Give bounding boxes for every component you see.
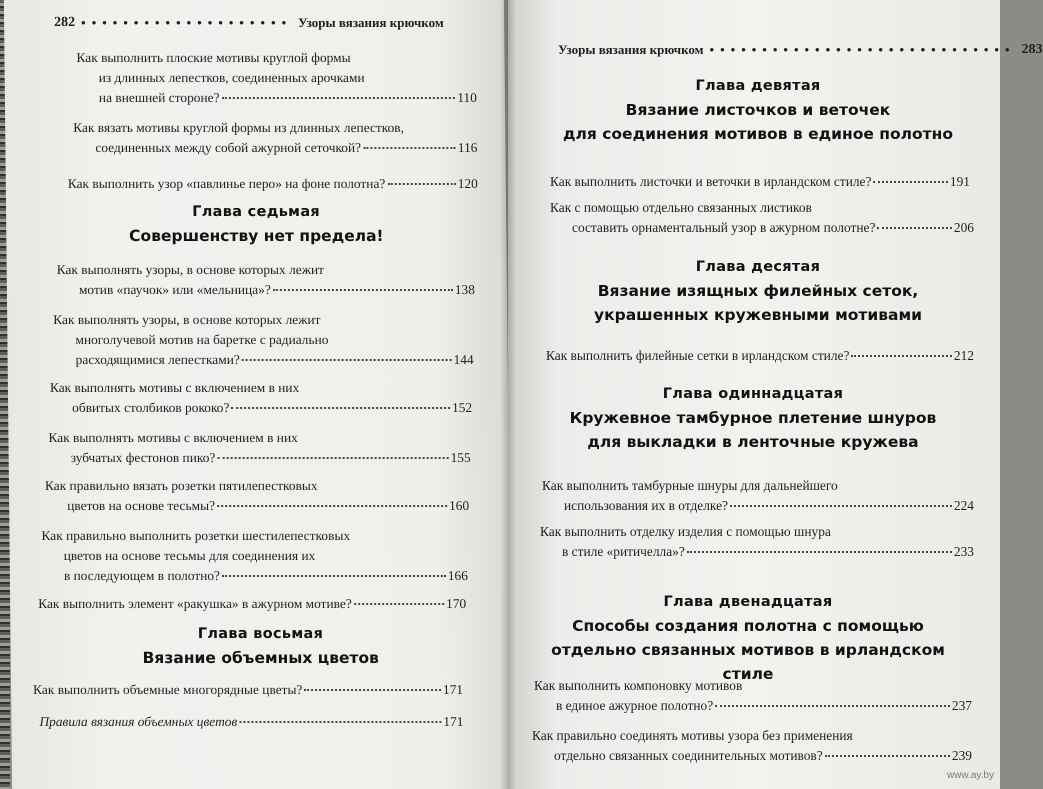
entry-line: Как правильно выполнить розетки шестилепестковых xyxy=(41,528,351,543)
entry-line: в единое ажурное полотно? xyxy=(556,698,714,713)
right-running-head xyxy=(558,42,1043,58)
dot-leader xyxy=(387,183,455,185)
entry-line: зубчатых фестонов пико? xyxy=(70,450,216,465)
chapter-title: Вязание листочков и веточек xyxy=(625,101,891,119)
right-page-number: 283 xyxy=(1021,42,1043,57)
watermark: www.ay.by xyxy=(946,770,994,781)
dot-leader xyxy=(221,97,455,99)
entry-line: многолучевой мотив на баретке с радиально xyxy=(75,332,329,347)
dot-leader xyxy=(730,505,952,507)
chapter-number: Глава двенадцатая xyxy=(663,594,833,610)
left-page-number: 282 xyxy=(54,15,76,30)
toc-entry[interactable] xyxy=(76,48,477,108)
entry-page-number: 144 xyxy=(453,352,474,367)
entry-line: составить орнаментальный узор в ажурном полотне? xyxy=(572,220,876,235)
dot-leader xyxy=(231,407,450,409)
chapter-number: Глава девятая xyxy=(695,78,821,94)
entry-page-number: 166 xyxy=(447,568,468,583)
entry-line: Как выполнять узоры, в основе которых лежит xyxy=(56,262,325,277)
dot-leader xyxy=(873,181,947,183)
header-dots: •••••••••••••••••••• xyxy=(81,15,293,30)
entry-line: Как выполнить плоские мотивы круглой формы xyxy=(76,50,351,65)
book-spine xyxy=(500,0,516,789)
toc-entry[interactable] xyxy=(39,712,463,732)
entry-page-number: 191 xyxy=(949,174,970,189)
entry-line: цветов на основе тесьмы для соединения их xyxy=(63,548,316,563)
dot-leader xyxy=(715,705,950,707)
toc-entry[interactable] xyxy=(534,676,972,716)
toc-entry[interactable] xyxy=(48,428,470,468)
entry-line: Как выполнять узоры, в основе которых лежит xyxy=(53,312,321,327)
entry-page-number: 170 xyxy=(446,596,467,611)
left-page xyxy=(4,0,512,789)
dot-leader xyxy=(877,227,951,229)
chapter-title: для соединения мотивов в единое полотно xyxy=(563,125,953,143)
dot-leader xyxy=(239,721,441,723)
chapter-heading xyxy=(548,255,968,327)
chapter-heading xyxy=(106,200,407,248)
toc-entry[interactable] xyxy=(45,476,469,516)
entry-line: расходящимися лепестками? xyxy=(75,352,240,367)
dot-leader xyxy=(217,457,448,459)
right-header-title: Узоры вязания крючком xyxy=(558,42,704,57)
chapter-title: отдельно связанных мотивов в ирландском стиле xyxy=(551,641,945,683)
entry-line: Как выполнять мотивы с включением в них xyxy=(48,430,298,445)
toc-entry[interactable] xyxy=(546,346,974,366)
dot-leader xyxy=(851,355,951,357)
entry-page-number: 171 xyxy=(442,682,464,697)
entry-line: из длинных лепестков, соединенных арочками xyxy=(98,70,365,85)
entry-line: Как выполнить тамбурные шнуры для дальнейшего xyxy=(542,478,838,493)
toc-entry[interactable] xyxy=(540,522,974,562)
entry-line: в последующем в полотно? xyxy=(63,568,221,583)
chapter-title: Вязание объемных цветов xyxy=(142,649,380,667)
entry-line: соединенных между собой ажурной сеточкой? xyxy=(95,140,362,155)
dot-leader xyxy=(825,755,950,757)
entry-page-number: 155 xyxy=(450,450,471,465)
chapter-title: Совершенству нет предела! xyxy=(129,227,384,245)
entry-page-number: 116 xyxy=(457,140,478,155)
chapter-title: Вязание изящных филейных сеток, xyxy=(597,282,919,300)
toc-entry[interactable] xyxy=(542,476,974,516)
entry-line: Как выполнить узор «павлинье перо» на фоне полотна? xyxy=(67,176,386,191)
entry-line: Как выполнить листочки и веточки в ирландском стиле? xyxy=(550,174,872,189)
dot-leader xyxy=(273,289,453,291)
entry-line: Как выполнить филейные сетки в ирландском стиле? xyxy=(546,348,850,363)
entry-line: цветов на основе тесьмы? xyxy=(67,498,216,513)
chapter-number: Глава восьмая xyxy=(197,626,324,642)
left-running-head xyxy=(54,15,484,31)
entry-page-number: 152 xyxy=(451,400,473,415)
toc-entry[interactable] xyxy=(53,310,474,370)
chapter-title: украшенных кружевными мотивами xyxy=(593,306,923,324)
toc-entry[interactable] xyxy=(41,526,468,586)
left-header-title: Узоры вязания крючком xyxy=(298,15,444,30)
entry-line: Как вязать мотивы круглой формы из длинных лепестков, xyxy=(73,120,405,135)
toc-entry[interactable] xyxy=(50,378,472,418)
entry-line: Как выполнить отделку изделия с помощью шнура xyxy=(540,524,831,539)
chapter-title: Способы создания полотна с помощью xyxy=(572,617,924,635)
dot-leader xyxy=(304,689,441,691)
entry-page-number: 212 xyxy=(953,348,974,363)
header-dots: ••••••••••••••••••••••••••••• xyxy=(709,42,1016,57)
entry-line: Как выполнять мотивы с включением в них xyxy=(49,380,300,395)
toc-entry[interactable] xyxy=(73,118,477,158)
toc-entry[interactable] xyxy=(532,726,972,766)
chapter-heading xyxy=(528,590,968,686)
entry-page-number: 160 xyxy=(448,498,470,513)
entry-line: Как выполнить объемные многорядные цветы? xyxy=(33,682,303,697)
entry-page-number: 206 xyxy=(953,220,974,235)
entry-line: Как с помощью отдельно связанных листиков xyxy=(550,200,812,215)
chapter-title: Кружевное тамбурное плетение шнуров xyxy=(569,409,937,427)
entry-line: Как выполнить компоновку мотивов xyxy=(534,678,743,693)
chapter-heading xyxy=(538,382,968,454)
entry-line: Как правильно вязать розетки пятилепестковых xyxy=(44,478,318,493)
chapter-heading xyxy=(548,74,968,146)
entry-line: на внешней стороне? xyxy=(98,90,220,105)
chapter-number: Глава седьмая xyxy=(192,204,321,220)
entry-page-number: 239 xyxy=(951,748,972,763)
right-page xyxy=(508,0,1043,789)
entry-line: Как правильно соединять мотивы узора без применения xyxy=(532,728,853,743)
chapter-number: Глава десятая xyxy=(695,259,821,275)
entry-page-number: 224 xyxy=(953,498,974,513)
chapter-heading xyxy=(100,622,421,670)
entry-page-number: 120 xyxy=(457,176,478,191)
toc-entry[interactable] xyxy=(38,594,466,614)
entry-line: Правила вязания объемных цветов xyxy=(39,714,238,729)
entry-line: мотив «паучок» или «мельница»? xyxy=(78,282,271,297)
dot-leader xyxy=(242,359,452,361)
entry-line: Как выполнить элемент «ракушка» в ажурном мотиве? xyxy=(38,596,352,611)
chapter-title: для выкладки в ленточные кружева xyxy=(587,433,919,451)
toc-entry[interactable] xyxy=(33,680,463,700)
dot-leader xyxy=(363,147,456,149)
dot-leader xyxy=(217,505,447,507)
toc-entry[interactable] xyxy=(550,198,974,238)
entry-line: отдельно связанных соединительных мотивов? xyxy=(554,748,823,763)
dot-leader xyxy=(354,603,444,605)
entry-line: использования их в отделке? xyxy=(564,498,728,513)
entry-line: в стиле «ритичелла»? xyxy=(562,544,685,559)
dot-leader xyxy=(222,575,446,577)
chapter-number: Глава одиннадцатая xyxy=(662,386,844,402)
entry-page-number: 138 xyxy=(454,282,475,297)
entry-page-number: 110 xyxy=(457,90,477,105)
toc-entry[interactable] xyxy=(550,172,970,192)
entry-line: обвитых столбиков рококо? xyxy=(72,400,230,415)
toc-entry[interactable] xyxy=(57,260,475,300)
entry-page-number: 233 xyxy=(953,544,974,559)
toc-entry[interactable] xyxy=(68,174,478,194)
entry-page-number: 171 xyxy=(443,714,464,729)
dot-leader xyxy=(687,551,952,553)
entry-page-number: 237 xyxy=(951,698,972,713)
